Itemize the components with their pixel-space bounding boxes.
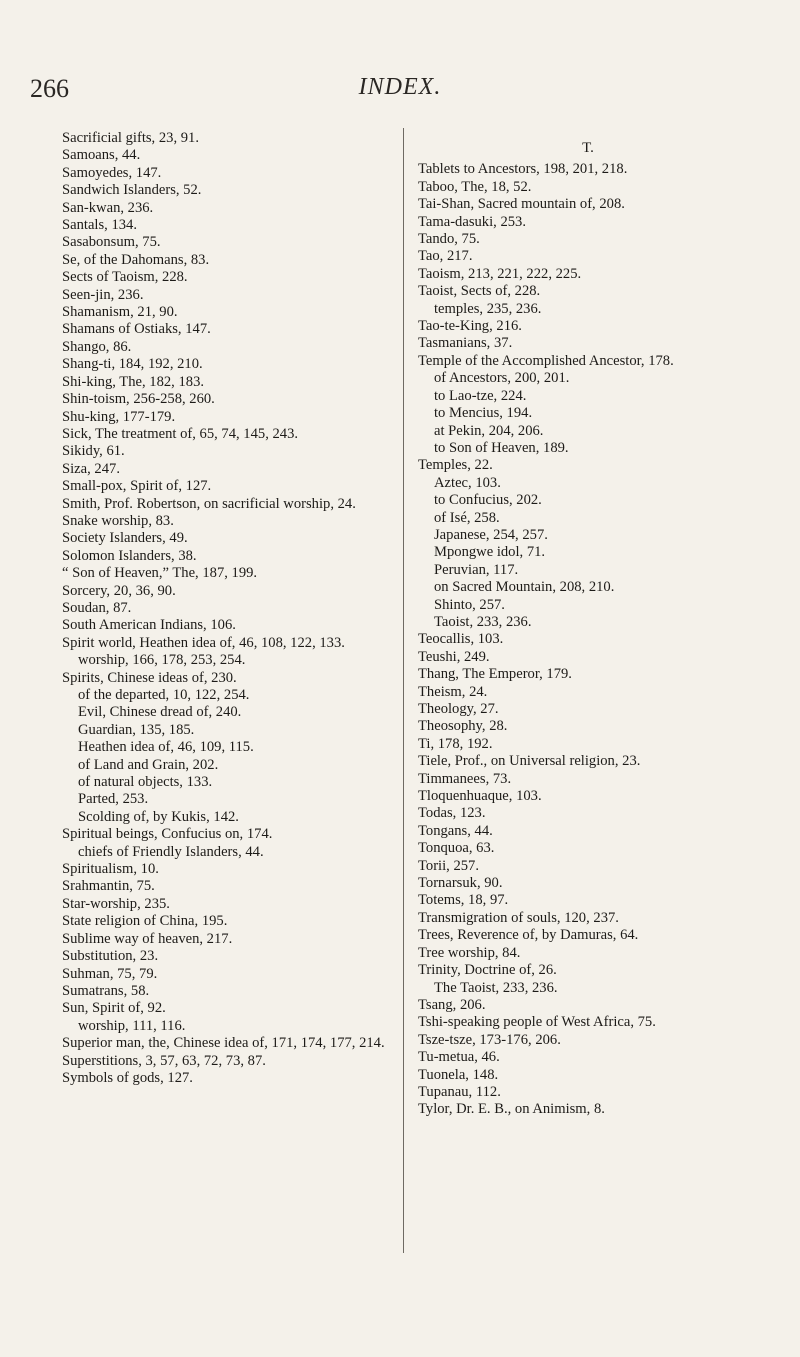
index-entry: Teocallis, 103.: [418, 631, 504, 648]
index-entry: Todas, 123.: [418, 805, 486, 822]
index-subentry: worship, 111, 116.: [78, 1017, 186, 1034]
index-entry: Shang-ti, 184, 192, 210.: [62, 356, 203, 373]
index-entry: Santals, 134.: [62, 217, 137, 234]
index-entry: Sacrificial gifts, 23, 91.: [62, 130, 199, 146]
index-entry: Taoism, 213, 221, 222, 225.: [418, 265, 582, 282]
index-entry: Soudan, 87.: [62, 599, 132, 616]
index-entry: Smith, Prof. Robertson, on sacrificial worship, 24.: [62, 495, 356, 512]
index-entry: Samoans, 44.: [62, 147, 141, 164]
index-subentry: Shinto, 257.: [434, 596, 505, 613]
index-entry: Trinity, Doctrine of, 26.: [418, 962, 557, 979]
index-column-right: [418, 130, 758, 1119]
index-entry: Tsze-tsze, 173-176, 206.: [418, 1031, 561, 1048]
index-subentry: at Pekin, 204, 206.: [434, 422, 544, 439]
index-entry: Small-pox, Spirit of, 127.: [62, 478, 212, 495]
index-entry: Srahmantin, 75.: [62, 878, 155, 895]
index-entry: Temple of the Accomplished Ancestor, 178.: [418, 352, 674, 369]
index-subentry: of Isé, 258.: [434, 509, 500, 526]
index-entry: Timmanees, 73.: [418, 770, 512, 787]
index-entry: Ti, 178, 192.: [418, 735, 493, 752]
index-subentry: Parted, 253.: [78, 791, 149, 808]
index-column-left: [62, 130, 402, 1087]
index-entry: Theosophy, 28.: [418, 718, 508, 735]
section-letter: T.: [582, 140, 594, 156]
index-entry: Tloquenhuaque, 103.: [418, 788, 542, 805]
page-number: 266: [30, 74, 69, 103]
column-divider: [403, 128, 404, 1253]
index-entry: Taboo, The, 18, 52.: [418, 178, 532, 195]
index-entry: Sun, Spirit of, 92.: [62, 1000, 166, 1017]
index-subentry: to Mencius, 194.: [434, 405, 533, 422]
index-entry: Se, of the Dahomans, 83.: [62, 251, 210, 268]
index-entry: Thang, The Emperor, 179.: [418, 666, 572, 683]
index-subentry: Peruvian, 117.: [434, 561, 519, 578]
index-subentry: of Land and Grain, 202.: [78, 756, 219, 773]
index-subentry: to Son of Heaven, 189.: [434, 439, 569, 456]
index-entry: State religion of China, 195.: [62, 913, 228, 930]
index-entry: Shamans of Ostiaks, 147.: [62, 321, 211, 338]
index-entry: Sublime way of heaven, 217.: [62, 930, 233, 947]
index-subentry: of the departed, 10, 122, 254.: [78, 687, 250, 703]
index-entry: South American Indians, 106.: [62, 617, 236, 634]
index-entry: Solomon Islanders, 38.: [62, 547, 197, 564]
index-entry: “ Son of Heaven,” The, 187, 199.: [62, 565, 258, 582]
index-entry: Tuonela, 148.: [418, 1066, 499, 1083]
index-entry: Tupanau, 112.: [418, 1083, 501, 1100]
index-entry: Samoyedes, 147.: [62, 164, 162, 181]
index-entry: Symbols of gods, 127.: [62, 1069, 193, 1086]
index-subentry: Taoist, 233, 236.: [434, 613, 532, 630]
index-entry: Torii, 257.: [418, 857, 479, 874]
index-entry: Tonquoa, 63.: [418, 840, 495, 857]
index-entry: Theology, 27.: [418, 701, 499, 717]
index-entry: Tao, 217.: [418, 248, 473, 265]
index-entry: Tsang, 206.: [418, 996, 486, 1013]
index-subentry: Japanese, 254, 257.: [434, 526, 548, 543]
index-entry: Star-worship, 235.: [62, 895, 170, 912]
index-entry: Tree worship, 84.: [418, 944, 521, 961]
index-subentry: of natural objects, 133.: [78, 774, 213, 791]
index-subentry: Aztec, 103.: [434, 474, 501, 491]
index-entry: Tiele, Prof., on Universal religion, 23.: [418, 753, 641, 770]
index-entry: Sorcery, 20, 36, 90.: [62, 582, 176, 599]
index-entry: Totems, 18, 97.: [418, 892, 509, 909]
index-entry: Sasabonsum, 75.: [62, 234, 161, 251]
index-entry: Tu-metua, 46.: [418, 1049, 500, 1066]
index-entry: Shi-king, The, 182, 183.: [62, 373, 205, 390]
index-entry: Tornarsuk, 90.: [418, 875, 503, 892]
index-subentry: Evil, Chinese dread of, 240.: [78, 704, 242, 721]
index-entry: Sumatrans, 58.: [62, 982, 150, 999]
index-entry: Substitution, 23.: [62, 948, 159, 965]
index-subentry: chiefs of Friendly Islanders, 44.: [78, 843, 264, 860]
index-entry: Tongans, 44.: [418, 822, 493, 839]
index-entry: Sects of Taoism, 228.: [62, 269, 188, 286]
index-subentry: to Confucius, 202.: [434, 492, 542, 509]
index-subentry: The Taoist, 233, 236.: [434, 979, 558, 996]
index-subentry: to Lao-tze, 224.: [434, 387, 527, 404]
running-title: INDEX.: [358, 74, 442, 100]
index-entry: Theism, 24.: [418, 683, 488, 700]
index-subentry: of Ancestors, 200, 201.: [434, 370, 570, 387]
index-entry: Temples, 22.: [418, 457, 493, 474]
index-subentry: on Sacred Mountain, 208, 210.: [434, 579, 615, 596]
index-entry: Spirits, Chinese ideas of, 230.: [62, 669, 237, 686]
index-entry: Sandwich Islanders, 52.: [62, 182, 202, 199]
index-entry: Tablets to Ancestors, 198, 201, 218.: [418, 161, 628, 178]
index-subentry: Scolding of, by Kukis, 142.: [78, 808, 239, 825]
index-entry: Tasmanians, 37.: [418, 335, 513, 352]
index-entry: Tama-dasuki, 253.: [418, 213, 526, 230]
index-entry: Snake worship, 83.: [62, 512, 174, 529]
index-entry: Shin-toism, 256-258, 260.: [62, 391, 215, 408]
index-subentry: Mpongwe idol, 71.: [434, 544, 546, 561]
index-entry: Superstitions, 3, 57, 63, 72, 73, 87.: [62, 1052, 266, 1069]
index-entry: Trees, Reverence of, by Damuras, 64.: [418, 927, 639, 944]
index-entry: Tylor, Dr. E. B., on Animism, 8.: [418, 1101, 605, 1118]
index-entry: Siza, 247.: [62, 460, 120, 477]
index-entry: Seen-jin, 236.: [62, 286, 144, 303]
index-entry: Suhman, 75, 79.: [62, 965, 158, 982]
index-entry: Spirit world, Heathen idea of, 46, 108, 122, 133.: [62, 634, 345, 651]
index-subentry: Guardian, 135, 185.: [78, 721, 195, 738]
index-entry: Shu-king, 177-179.: [62, 408, 176, 425]
page-header: [30, 74, 770, 110]
index-entry: Sick, The treatment of, 65, 74, 145, 243.: [62, 425, 299, 442]
index-entry: San-kwan, 236.: [62, 199, 154, 216]
index-entry: Sikidy, 61.: [62, 443, 125, 460]
index-entry: Shango, 86.: [62, 338, 132, 355]
index-subentry: temples, 235, 236.: [434, 300, 542, 317]
index-entry: Teushi, 249.: [418, 648, 490, 665]
index-entry: Society Islanders, 49.: [62, 530, 188, 547]
index-entry: Superior man, the, Chinese idea of, 171, 174, 177, 214.: [62, 1035, 385, 1052]
index-entry: Tshi-speaking people of West Africa, 75.: [418, 1014, 656, 1031]
index-entry: Tai-Shan, Sacred mountain of, 208.: [418, 196, 625, 213]
index-entry: Tando, 75.: [418, 231, 480, 248]
index-subentry: worship, 166, 178, 253, 254.: [78, 652, 246, 669]
index-entry: Transmigration of souls, 120, 237.: [418, 909, 619, 926]
index-subentry: Heathen idea of, 46, 109, 115.: [78, 739, 254, 756]
index-entry: Spiritual beings, Confucius on, 174.: [62, 826, 273, 843]
index-entry: Shamanism, 21, 90.: [62, 304, 178, 321]
index-entry: Spiritualism, 10.: [62, 861, 159, 878]
index-entry: Tao-te-King, 216.: [418, 318, 522, 335]
index-entry: Taoist, Sects of, 228.: [418, 283, 541, 300]
